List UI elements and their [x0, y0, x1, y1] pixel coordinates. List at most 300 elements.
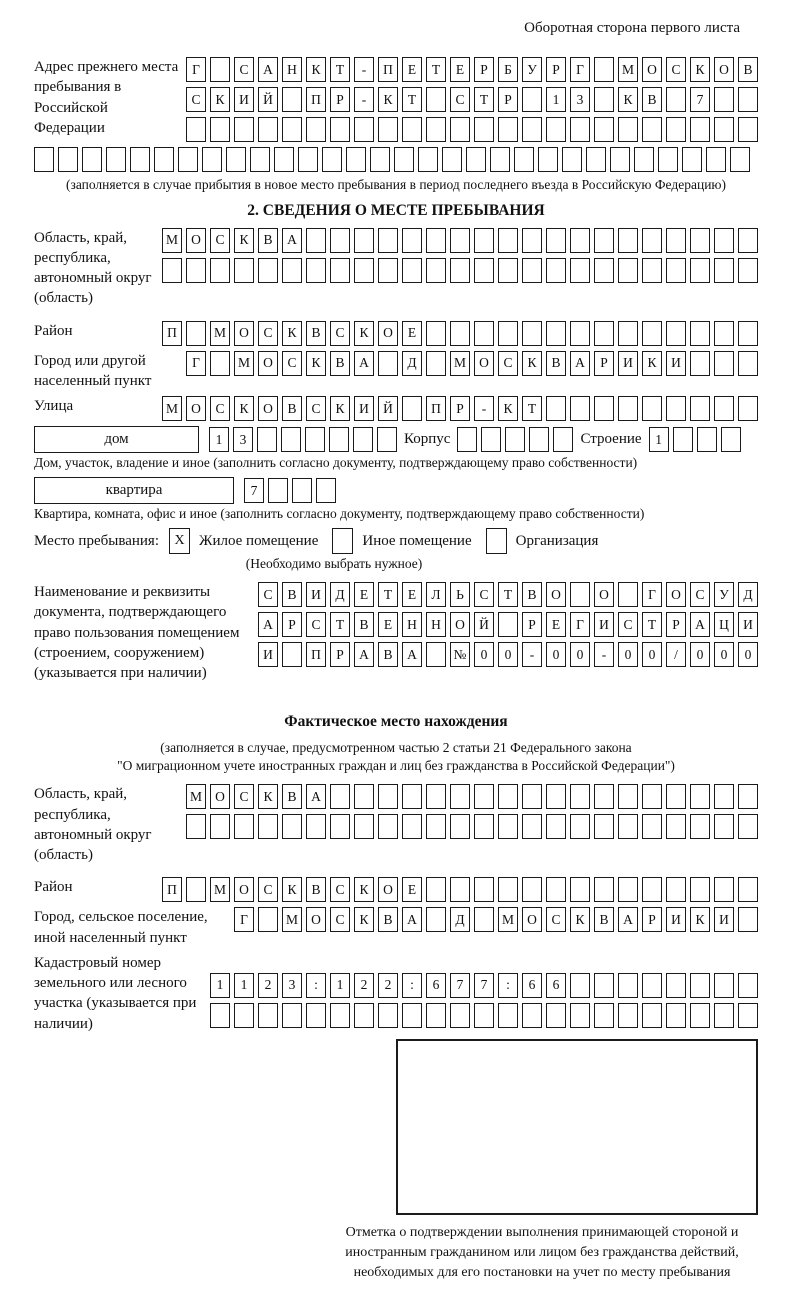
char-cell — [234, 1003, 254, 1028]
char-cell — [618, 1003, 638, 1028]
char-cell — [522, 877, 542, 902]
char-cell — [697, 427, 717, 452]
char-cell — [378, 784, 398, 809]
house-row — [34, 426, 758, 453]
char-cell — [162, 258, 182, 283]
char-cell — [450, 784, 470, 809]
char-cell: Е — [402, 57, 422, 82]
char-cell: Т — [330, 612, 350, 637]
char-row — [162, 321, 758, 346]
char-cell — [690, 784, 710, 809]
char-cell: К — [330, 396, 350, 421]
char-cell — [666, 877, 686, 902]
char-cell: М — [282, 907, 302, 932]
char-cell — [306, 814, 326, 839]
char-cell: К — [306, 57, 326, 82]
char-cell: Т — [378, 582, 398, 607]
apartment-type-box: квартира — [34, 477, 234, 504]
char-cell — [282, 258, 302, 283]
char-cell: А — [258, 612, 278, 637]
char-cell — [642, 973, 662, 998]
char-cell: С — [546, 907, 566, 932]
char-cell — [546, 258, 566, 283]
char-cell: Р — [450, 396, 470, 421]
char-cell — [186, 117, 206, 142]
char-cell: Н — [282, 57, 302, 82]
char-cell: 1 — [209, 427, 229, 452]
char-cell — [426, 321, 446, 346]
char-cell: М — [162, 228, 182, 253]
char-cell: Р — [330, 87, 350, 112]
char-cell: 2 — [378, 973, 398, 998]
option-living-label: Жилое помещение — [199, 532, 319, 549]
document-boxes — [258, 582, 758, 667]
char-cell — [690, 258, 710, 283]
char-cell — [474, 258, 494, 283]
char-cell: Е — [354, 582, 374, 607]
char-cell — [353, 427, 373, 452]
char-cell — [546, 396, 566, 421]
char-cell: И — [618, 351, 638, 376]
char-cell — [642, 784, 662, 809]
char-cell — [498, 784, 518, 809]
char-cell: П — [162, 877, 182, 902]
char-row — [244, 478, 336, 503]
char-cell — [378, 351, 398, 376]
char-cell — [474, 321, 494, 346]
char-row — [210, 973, 758, 998]
char-cell — [322, 147, 342, 172]
char-cell: 1 — [234, 973, 254, 998]
char-cell: Р — [666, 612, 686, 637]
char-cell — [642, 258, 662, 283]
char-cell: Р — [546, 57, 566, 82]
char-cell — [474, 1003, 494, 1028]
char-cell — [234, 117, 254, 142]
char-cell: О — [186, 228, 206, 253]
char-cell — [330, 117, 350, 142]
char-cell — [570, 973, 590, 998]
char-cell: 0 — [474, 642, 494, 667]
char-cell — [682, 147, 702, 172]
char-cell: К — [282, 877, 302, 902]
char-cell: - — [354, 57, 374, 82]
char-row — [457, 427, 573, 452]
char-cell — [377, 427, 397, 452]
char-cell: К — [354, 321, 374, 346]
char-cell: А — [306, 784, 326, 809]
char-cell: И — [714, 907, 734, 932]
char-cell — [498, 258, 518, 283]
char-cell: Г — [570, 612, 590, 637]
char-cell — [738, 321, 758, 346]
char-cell — [594, 973, 614, 998]
char-cell — [282, 814, 302, 839]
stamp-area — [396, 1039, 758, 1215]
char-cell — [666, 228, 686, 253]
stroenie-label: Строение — [580, 431, 642, 448]
char-cell — [354, 784, 374, 809]
char-cell: Р — [498, 87, 518, 112]
char-cell — [426, 784, 446, 809]
char-cell: А — [258, 57, 278, 82]
char-cell — [594, 228, 614, 253]
char-cell: В — [642, 87, 662, 112]
char-cell — [354, 258, 374, 283]
option-organization-label: Организация — [515, 532, 599, 549]
char-cell: А — [570, 351, 590, 376]
char-cell: К — [210, 87, 230, 112]
char-cell — [498, 228, 518, 253]
char-cell: О — [642, 57, 662, 82]
char-cell — [498, 117, 518, 142]
char-cell: Д — [738, 582, 758, 607]
char-cell — [178, 147, 198, 172]
char-cell: И — [234, 87, 254, 112]
char-cell: К — [306, 351, 326, 376]
char-cell — [514, 147, 534, 172]
char-cell — [378, 117, 398, 142]
char-cell — [402, 814, 422, 839]
char-cell — [426, 228, 446, 253]
char-cell: О — [234, 321, 254, 346]
city-label: Город или другой населенный пункт — [34, 352, 152, 389]
actual-region-label: Область, край, республика, автономный округ (область) — [34, 786, 152, 864]
char-cell — [394, 147, 414, 172]
char-cell — [690, 117, 710, 142]
char-cell: М — [618, 57, 638, 82]
char-cell: О — [210, 784, 230, 809]
char-cell — [714, 784, 734, 809]
korpus-label: Корпус — [404, 431, 451, 448]
char-cell — [330, 814, 350, 839]
actual-city-row — [34, 907, 758, 948]
char-cell — [354, 228, 374, 253]
char-cell — [426, 258, 446, 283]
char-cell: 3 — [570, 87, 590, 112]
char-cell: С — [210, 396, 230, 421]
char-cell: А — [690, 612, 710, 637]
char-cell: С — [498, 351, 518, 376]
char-cell: А — [402, 642, 422, 667]
char-cell — [546, 117, 566, 142]
char-cell — [642, 117, 662, 142]
char-cell — [690, 877, 710, 902]
char-cell: О — [594, 582, 614, 607]
char-cell — [186, 258, 206, 283]
char-cell — [402, 1003, 422, 1028]
char-cell: С — [474, 582, 494, 607]
region-label: Область, край, республика, автономный округ (область) — [34, 229, 152, 307]
char-cell: 7 — [474, 973, 494, 998]
char-cell — [570, 258, 590, 283]
char-cell: С — [258, 582, 278, 607]
char-cell — [714, 1003, 734, 1028]
char-cell — [354, 814, 374, 839]
char-cell: Е — [450, 57, 470, 82]
char-cell: С — [186, 87, 206, 112]
char-cell — [666, 87, 686, 112]
char-cell: В — [594, 907, 614, 932]
char-cell: В — [258, 228, 278, 253]
char-cell — [714, 258, 734, 283]
char-cell — [481, 427, 501, 452]
char-cell — [562, 147, 582, 172]
stamp-note: Отметка о подтверждении выполнения принимающей стороной и иностранным гражданином или лицом без гражданства действий, необходимых для его постановки на учет по месту пребывания — [345, 1224, 739, 1281]
char-cell — [586, 147, 606, 172]
char-cell: : — [306, 973, 326, 998]
char-cell — [570, 396, 590, 421]
char-cell — [546, 228, 566, 253]
char-cell: Ц — [714, 612, 734, 637]
char-cell: В — [522, 582, 542, 607]
char-cell: 0 — [546, 642, 566, 667]
char-cell: П — [426, 396, 446, 421]
char-cell — [202, 147, 222, 172]
char-cell — [442, 147, 462, 172]
char-cell — [570, 1003, 590, 1028]
char-cell — [330, 228, 350, 253]
char-cell — [594, 57, 614, 82]
char-cell — [618, 814, 638, 839]
char-cell: 1 — [649, 427, 669, 452]
char-cell — [82, 147, 102, 172]
char-cell: Б — [498, 57, 518, 82]
char-cell: К — [354, 877, 374, 902]
char-cell: : — [402, 973, 422, 998]
option-other-label: Иное помещение — [362, 532, 472, 549]
char-cell: О — [234, 877, 254, 902]
char-cell: О — [258, 396, 278, 421]
char-cell: : — [498, 973, 518, 998]
char-cell: К — [234, 396, 254, 421]
char-cell: У — [714, 582, 734, 607]
char-cell: С — [330, 877, 350, 902]
char-cell — [474, 814, 494, 839]
char-cell: В — [546, 351, 566, 376]
char-cell: О — [378, 321, 398, 346]
char-cell: 6 — [546, 973, 566, 998]
char-cell — [618, 117, 638, 142]
checkbox-organization — [486, 528, 507, 554]
char-cell: 2 — [258, 973, 278, 998]
char-cell: П — [162, 321, 182, 346]
char-cell: Н — [402, 612, 422, 637]
char-cell — [402, 117, 422, 142]
char-cell — [154, 147, 174, 172]
char-cell: У — [522, 57, 542, 82]
char-cell: М — [498, 907, 518, 932]
char-cell: / — [666, 642, 686, 667]
char-cell — [690, 396, 710, 421]
char-cell: Г — [186, 57, 206, 82]
char-cell — [354, 117, 374, 142]
char-cell: 0 — [498, 642, 518, 667]
char-cell — [210, 1003, 230, 1028]
char-cell — [594, 784, 614, 809]
char-cell — [618, 228, 638, 253]
char-cell — [522, 1003, 542, 1028]
char-cell: В — [306, 321, 326, 346]
char-row — [162, 228, 758, 253]
char-cell: С — [234, 784, 254, 809]
char-cell: 6 — [426, 973, 446, 998]
char-cell: К — [498, 396, 518, 421]
char-cell — [258, 117, 278, 142]
char-cell — [505, 427, 525, 452]
char-cell: М — [234, 351, 254, 376]
char-cell — [250, 147, 270, 172]
char-cell — [618, 973, 638, 998]
actual-location-note2: "О миграционном учете иностранных граждан и лиц без гражданства в Российской Федерации") — [117, 757, 675, 773]
char-cell — [258, 907, 278, 932]
char-cell — [370, 147, 390, 172]
char-row — [210, 1003, 758, 1028]
section2-title: 2. СВЕДЕНИЯ О МЕСТЕ ПРЕБЫВАНИЯ — [247, 201, 545, 219]
char-cell — [330, 784, 350, 809]
char-cell: Г — [186, 351, 206, 376]
char-cell: С — [306, 396, 326, 421]
prev-address-label: Адрес прежнего места пребывания в Российской Федерации — [34, 59, 179, 136]
char-cell: О — [474, 351, 494, 376]
char-cell — [210, 351, 230, 376]
char-cell — [466, 147, 486, 172]
char-row — [209, 427, 397, 452]
char-cell: И — [738, 612, 758, 637]
char-cell: С — [450, 87, 470, 112]
char-cell: А — [402, 907, 422, 932]
char-cell — [618, 877, 638, 902]
char-row — [186, 57, 758, 82]
char-cell — [522, 321, 542, 346]
char-cell: М — [162, 396, 182, 421]
char-cell — [618, 258, 638, 283]
char-cell — [546, 877, 566, 902]
char-cell — [378, 1003, 398, 1028]
char-cell — [474, 117, 494, 142]
char-cell: К — [378, 87, 398, 112]
actual-region-row — [34, 784, 758, 865]
char-cell: 0 — [690, 642, 710, 667]
char-row — [186, 351, 758, 376]
char-row — [162, 877, 758, 902]
char-cell: А — [354, 351, 374, 376]
char-cell — [426, 351, 446, 376]
char-cell — [714, 877, 734, 902]
char-cell — [282, 642, 302, 667]
char-cell — [553, 427, 573, 452]
char-cell: К — [642, 351, 662, 376]
char-cell — [642, 1003, 662, 1028]
char-cell: Р — [642, 907, 662, 932]
prev-address-note: (заполняется в случае прибытия в новое место пребывания в период последнего въезда в Российскую Федерацию) — [65, 177, 727, 192]
char-cell: В — [354, 612, 374, 637]
char-row — [162, 396, 758, 421]
char-cell: 3 — [282, 973, 302, 998]
char-cell — [298, 147, 318, 172]
char-cell — [522, 87, 542, 112]
char-cell: - — [522, 642, 542, 667]
char-cell — [546, 1003, 566, 1028]
apartment-row — [34, 477, 758, 504]
char-cell — [642, 228, 662, 253]
char-cell: О — [522, 907, 542, 932]
char-cell — [58, 147, 78, 172]
char-cell: Т — [330, 57, 350, 82]
char-cell: 1 — [210, 973, 230, 998]
char-cell — [474, 228, 494, 253]
char-cell — [402, 228, 422, 253]
street-row — [34, 396, 758, 421]
char-cell — [738, 87, 758, 112]
page-side-note: Оборотная сторона первого листа — [524, 20, 740, 36]
char-cell — [426, 642, 446, 667]
char-cell — [706, 147, 726, 172]
char-cell — [594, 1003, 614, 1028]
char-cell: Е — [402, 582, 422, 607]
char-cell — [618, 321, 638, 346]
char-cell: И — [666, 907, 686, 932]
char-cell: С — [306, 612, 326, 637]
char-cell: Е — [402, 877, 422, 902]
char-cell — [738, 396, 758, 421]
char-cell: 0 — [618, 642, 638, 667]
char-cell — [306, 258, 326, 283]
char-cell: П — [378, 57, 398, 82]
char-cell: С — [258, 321, 278, 346]
char-cell — [306, 1003, 326, 1028]
char-cell — [522, 117, 542, 142]
char-cell — [594, 258, 614, 283]
char-cell: М — [450, 351, 470, 376]
char-cell: - — [474, 396, 494, 421]
char-cell — [329, 427, 349, 452]
char-cell — [210, 814, 230, 839]
char-cell — [106, 147, 126, 172]
char-row — [186, 117, 758, 142]
char-cell — [130, 147, 150, 172]
char-cell: Л — [426, 582, 446, 607]
char-cell — [378, 814, 398, 839]
char-cell — [282, 117, 302, 142]
char-cell — [522, 784, 542, 809]
char-cell — [642, 877, 662, 902]
char-row — [186, 784, 758, 809]
char-cell — [418, 147, 438, 172]
char-cell: Р — [330, 642, 350, 667]
char-cell — [666, 1003, 686, 1028]
char-cell: С — [258, 877, 278, 902]
char-cell: Т — [522, 396, 542, 421]
char-cell — [498, 612, 518, 637]
checkbox-other — [332, 528, 353, 554]
char-cell: В — [330, 351, 350, 376]
char-cell — [274, 147, 294, 172]
char-cell — [186, 321, 206, 346]
char-cell: К — [258, 784, 278, 809]
house-type-box: дом — [34, 426, 199, 453]
char-cell: А — [354, 642, 374, 667]
char-cell — [268, 478, 288, 503]
char-cell — [570, 814, 590, 839]
char-cell — [738, 117, 758, 142]
char-cell — [714, 351, 734, 376]
char-cell — [721, 427, 741, 452]
char-cell — [402, 258, 422, 283]
char-cell — [490, 147, 510, 172]
char-cell: Т — [426, 57, 446, 82]
char-cell — [281, 427, 301, 452]
